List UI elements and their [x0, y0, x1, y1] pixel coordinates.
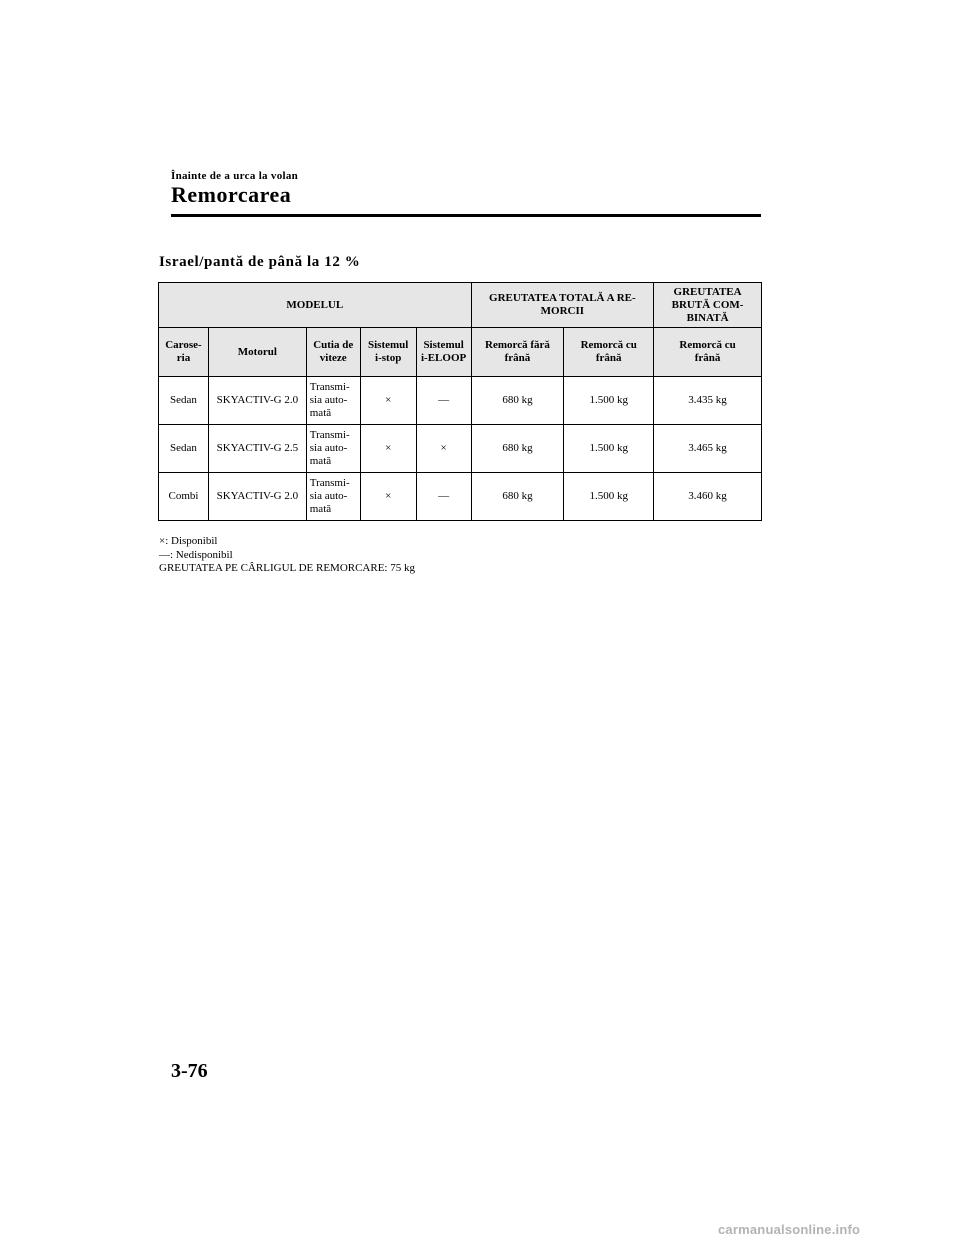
- cell-braked-weight: 1.500 kg: [564, 425, 654, 473]
- cell-ieloop: ―: [416, 473, 471, 521]
- cell-combined-weight: 3.465 kg: [654, 425, 762, 473]
- cell-braked-weight: 1.500 kg: [564, 473, 654, 521]
- cell-body: Sedan: [159, 377, 209, 425]
- watermark-text: carmanualsonline.info: [718, 1222, 861, 1237]
- column-header-body: Carose- ria: [159, 328, 209, 377]
- title-rule: [171, 214, 761, 217]
- cell-unbraked-weight: 680 kg: [471, 425, 564, 473]
- cell-engine: SKYACTIV-G 2.0: [208, 473, 306, 521]
- cell-istop: ×: [360, 377, 416, 425]
- cell-braked-weight: 1.500 kg: [564, 377, 654, 425]
- towing-spec-table: [158, 282, 762, 521]
- cell-transmission: Transmi- sia auto- mată: [306, 425, 360, 473]
- cell-transmission: Transmi- sia auto- mată: [306, 473, 360, 521]
- page-number: 3-76: [171, 1060, 208, 1082]
- cell-body: Combi: [159, 473, 209, 521]
- cell-engine: SKYACTIV-G 2.0: [208, 377, 306, 425]
- breadcrumb: Înainte de a urca la volan: [171, 170, 299, 182]
- header-total-trailer-weight: GREUTATEA TOTALĂ A RE- MORCII: [471, 283, 654, 328]
- table-row: [159, 473, 762, 521]
- column-header-braked-trailer: Remorcă cu frână: [564, 328, 654, 377]
- note-unavailable: ―: Nedisponibil: [159, 548, 233, 561]
- header-gross-combined-weight: GREUTATEA BRUTĂ COM- BINATĂ: [654, 283, 762, 328]
- cell-combined-weight: 3.460 kg: [654, 473, 762, 521]
- cell-ieloop: ―: [416, 377, 471, 425]
- legend-notes: [159, 535, 415, 576]
- column-header-ieloop: Sistemul i-ELOOP: [416, 328, 471, 377]
- cell-transmission: Transmi- sia auto- mată: [306, 377, 360, 425]
- cell-combined-weight: 3.435 kg: [654, 377, 762, 425]
- column-header-istop: Sistemul i-stop: [360, 328, 416, 377]
- cell-unbraked-weight: 680 kg: [471, 473, 564, 521]
- table-row: [159, 425, 762, 473]
- section-title: Israel/pantă de până la 12 %: [159, 254, 361, 270]
- cell-body: Sedan: [159, 425, 209, 473]
- column-header-braked-trailer-combined: Remorcă cu frână: [654, 328, 762, 377]
- page-title: Remorcarea: [171, 182, 292, 207]
- column-header-engine: Motorul: [208, 328, 306, 377]
- table-row: [159, 377, 762, 425]
- cell-ieloop: ×: [416, 425, 471, 473]
- cell-istop: ×: [360, 425, 416, 473]
- header-model: MODELUL: [159, 283, 472, 328]
- note-hitch-weight: GREUTATEA PE CÂRLIGUL DE REMORCARE: 75 kg: [159, 562, 415, 574]
- cell-engine: SKYACTIV-G 2.5: [208, 425, 306, 473]
- column-header-transmission: Cutia de viteze: [306, 328, 360, 377]
- cell-istop: ×: [360, 473, 416, 521]
- cell-unbraked-weight: 680 kg: [471, 377, 564, 425]
- column-header-unbraked-trailer: Remorcă fără frână: [471, 328, 564, 377]
- note-available: ×: Disponibil: [159, 535, 218, 547]
